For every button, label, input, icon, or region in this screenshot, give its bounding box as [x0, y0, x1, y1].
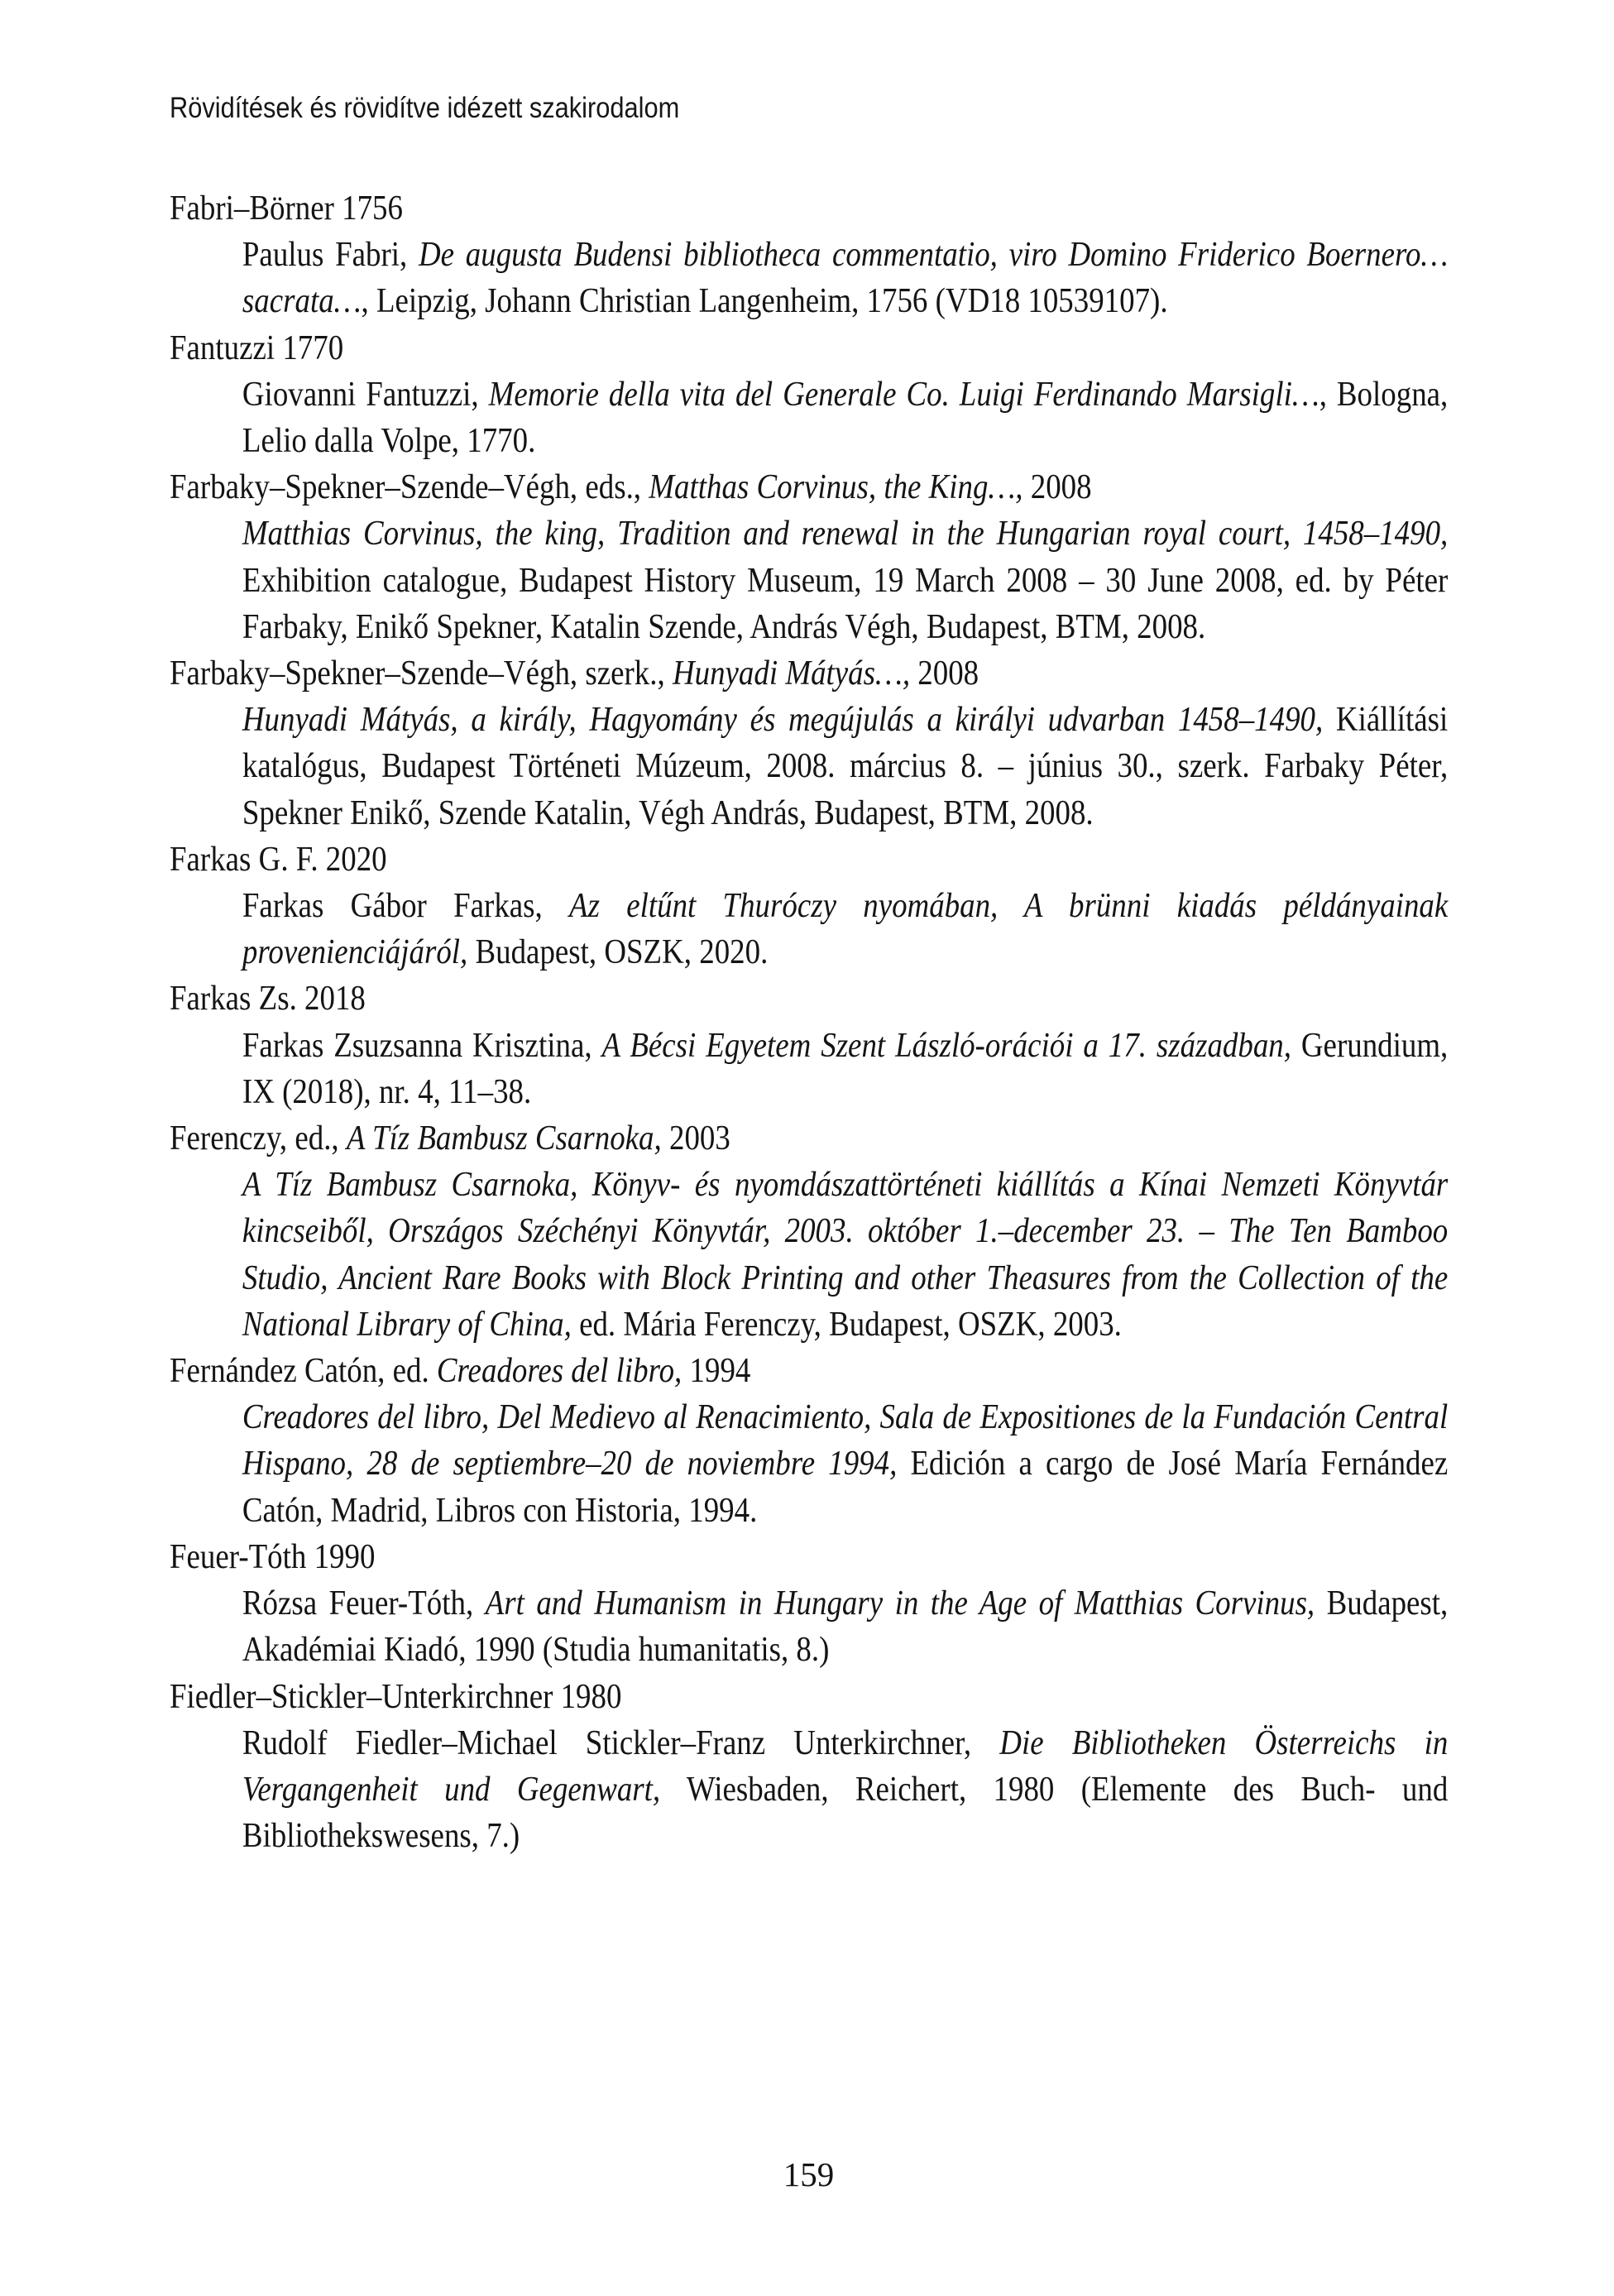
- text-run: Fiedler–Stickler–Unterkirchner 1980: [170, 1677, 622, 1716]
- text-run-italic: Art and Humanism in Hungary in the Age of Matthias Corvinus,: [485, 1584, 1315, 1623]
- entry-label: [170, 1115, 1448, 1162]
- text-run: Fabri–Börner 1756: [170, 189, 403, 228]
- text-run: Paulus Fabri,: [242, 236, 419, 275]
- text-run: Giovanni Fantuzzi,: [242, 375, 489, 414]
- text-run-italic: Creadores del libro, Del Medievo al Renacimiento, Sala de Expositiones de la Fundación Central Hispano, 28 de septiembre–20 de noviembre 1994,: [242, 1398, 1449, 1484]
- bibliography-entry: [170, 1115, 1448, 1348]
- text-run: Farbaky–Spekner–Szende–Végh, eds.,: [170, 468, 649, 507]
- entry-body: [242, 1023, 1448, 1115]
- text-run-italic: Az eltűnt Thuróczy nyomában, A brünni kiadás példányainak provenienciájáról,: [242, 887, 1449, 972]
- bibliography-entry: [170, 975, 1448, 1115]
- bibliography-entry: [170, 1534, 1448, 1674]
- text-run: ed. Mária Ferenczy, Budapest, OSZK, 2003.: [571, 1305, 1122, 1344]
- page-number: 159: [783, 2155, 835, 2193]
- text-run: Kiállítási katalógus, Budapest Történeti Múzeum, 2008. március 8. – június 30., szerk. Farbaky Péter, Spekner Enikő, Szende Katalin, Végh András, Budapest, BTM, 2008.: [242, 701, 1449, 832]
- text-run: 1994: [682, 1352, 751, 1391]
- entry-body: [242, 1162, 1448, 1348]
- entry-label: [170, 1674, 1448, 1720]
- entry-body: [242, 510, 1448, 650]
- text-run: Feuer-Tóth 1990: [170, 1537, 376, 1576]
- entry-label: [170, 1348, 1448, 1394]
- text-run-italic: Matthias Corvinus, the king, Tradition and renewal in the Hungarian royal court, 1458–1490,: [242, 515, 1449, 554]
- text-run: Budapest, Akadémiai Kiadó, 1990 (Studia humanitatis, 8.): [242, 1584, 1449, 1670]
- text-run: Farbaky–Spekner–Szende–Végh, szerk.,: [170, 654, 673, 693]
- text-run-italic: Hunyadi Mátyás…,: [672, 654, 911, 693]
- text-run-italic: A Bécsi Egyetem Szent László-orációi a 17. században,: [601, 1026, 1291, 1065]
- text-run: Ferenczy, ed.,: [170, 1119, 347, 1158]
- text-run-italic: Creadores del libro,: [436, 1352, 682, 1391]
- entry-label: [170, 464, 1448, 510]
- text-run: Edición a cargo de José María Fernández Catón, Madrid, Libros con Historia, 1994.: [242, 1445, 1449, 1530]
- entry-body: [242, 883, 1448, 975]
- entry-label: [170, 185, 1448, 232]
- text-run-italic: A Tíz Bambusz Csarnoka, Könyv- és nyomdászattörténeti kiállítás a Kínai Nemzeti Könyvtár kincseiből, Országos Széchényi Könyvtár, 2003. október 1.–december 23. – The Ten Bamboo Studio, Ancient Rare Books with Block Printing and other Theasures from the Collection of the National Library of China,: [242, 1166, 1449, 1344]
- bibliography-list: [170, 185, 1448, 1859]
- text-run: 2008: [1023, 468, 1092, 507]
- bibliography-entry: [170, 1674, 1448, 1860]
- text-run-italic: Matthas Corvinus, the King…,: [649, 468, 1023, 507]
- text-run: Gerundium, IX (2018), nr. 4, 11–38.: [242, 1026, 1449, 1111]
- text-run-italic: Die Bibliotheken Österreichs in Vergangenheit und Gegenwart,: [242, 1723, 1449, 1809]
- entry-label: [170, 836, 1448, 883]
- text-run: , Leipzig, Johann Christian Langenheim, 1756 (VD18 10539107).: [361, 282, 1168, 321]
- entry-body: [242, 1720, 1448, 1860]
- text-run-italic: Hunyadi Mátyás, a király, Hagyomány és megújulás a királyi udvarban 1458–1490,: [242, 701, 1324, 740]
- text-run: Fantuzzi 1770: [170, 328, 344, 367]
- text-run: Exhibition catalogue, Budapest History Museum, 19 March 2008 – 30 June 2008, ed. by Péter Farbaky, Enikő Spekner, Katalin Szende, András Végh, Budapest, BTM, 2008.: [242, 561, 1449, 646]
- bibliography-entry: [170, 464, 1448, 650]
- text-run: , Bologna, Lelio dalla Volpe, 1770.: [242, 375, 1449, 461]
- entry-label: [170, 975, 1448, 1022]
- text-run: Farkas Zsuzsanna Krisztina,: [242, 1026, 602, 1065]
- text-run: Fernández Catón, ed.: [170, 1352, 437, 1391]
- entry-body: [242, 1394, 1448, 1534]
- bibliography-entry: [170, 836, 1448, 976]
- bibliography-entry: [170, 325, 1448, 465]
- entry-body: [242, 232, 1448, 324]
- running-header: Rövidítések és rövidítve idézett szakirodalom: [170, 92, 680, 124]
- bibliography-entry: [170, 185, 1448, 325]
- entry-label: [170, 1534, 1448, 1580]
- text-run-italic: Memorie della vita del Generale Co. Luigi Ferdinando Marsigli…: [488, 375, 1319, 414]
- bibliography-entry: [170, 1348, 1448, 1534]
- text-run: Rudolf Fiedler–Michael Stickler–Franz Unterkirchner,: [242, 1723, 1000, 1762]
- entry-label: [170, 650, 1448, 697]
- text-run: 2008: [910, 654, 979, 693]
- text-run: 2003: [661, 1119, 730, 1158]
- text-run: Farkas Zs. 2018: [170, 980, 366, 1019]
- entry-body: [242, 1580, 1448, 1673]
- text-run: Rózsa Feuer-Tóth,: [242, 1584, 486, 1623]
- text-run-italic: De augusta Budensi bibliotheca commentatio, viro Domino Friderico Boernero… sacrata…: [242, 236, 1449, 321]
- text-run: Farkas Gábor Farkas,: [242, 887, 570, 926]
- entry-label: [170, 325, 1448, 371]
- text-run: Wiesbaden, Reichert, 1980 (Elemente des Buch- und Bibliothekswesens, 7.): [242, 1770, 1449, 1856]
- text-run-italic: A Tíz Bambusz Csarnoka,: [346, 1119, 662, 1158]
- text-run: Budapest, OSZK, 2020.: [467, 933, 769, 972]
- entry-body: [242, 371, 1448, 464]
- text-run: Farkas G. F. 2020: [170, 840, 387, 879]
- entry-body: [242, 697, 1448, 836]
- bibliography-entry: [170, 650, 1448, 836]
